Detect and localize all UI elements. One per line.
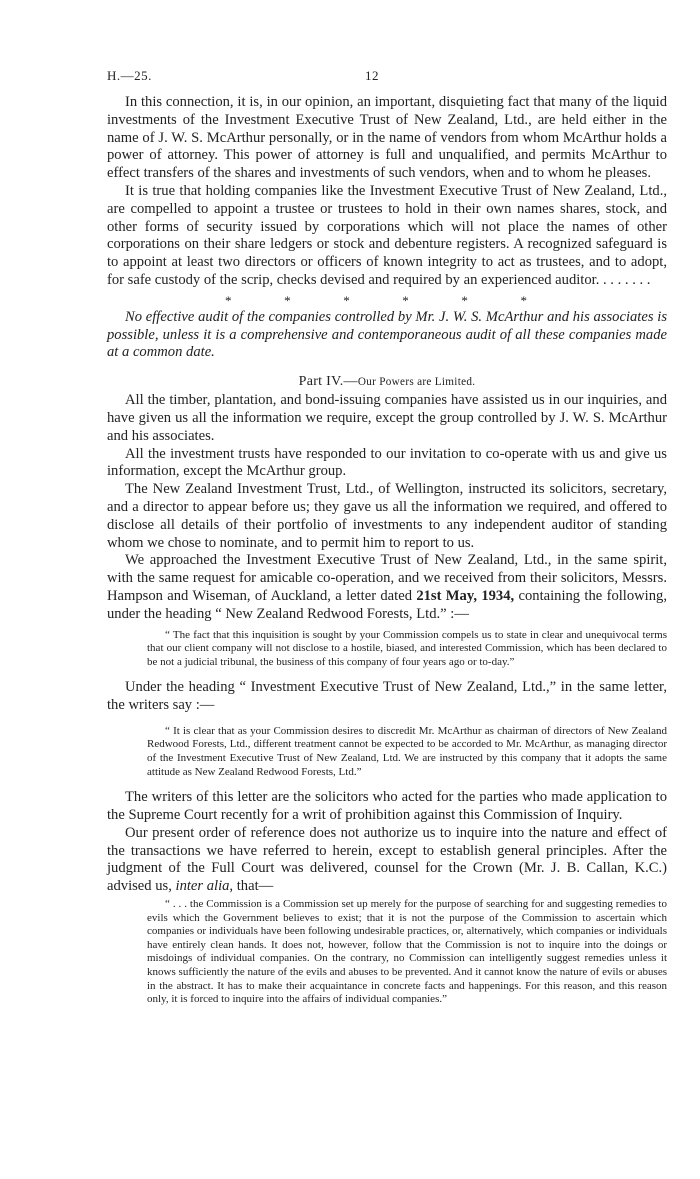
heading-part: Part IV.— xyxy=(298,374,358,390)
paragraph: The writers of this letter are the solicitors who acted for the parties who made application to the Supreme Court recently for a writ of prohibition against this Commission of Inquiry. xyxy=(107,789,667,824)
block-quote xyxy=(147,629,667,670)
quote-text: “ The fact that this inquisition is sought by your Commission compels us to state in clear and unequivocal terms that our client company will not disclose to a hostile, biased, and interested Commission, which has been declared to be not a judicial tribunal, the business of this company of four years ago or to-day.” xyxy=(147,628,667,668)
asterisk: * xyxy=(225,292,232,308)
section-break-asterisks xyxy=(107,292,527,309)
section-heading xyxy=(107,373,667,391)
block-quote xyxy=(147,898,667,1007)
paragraph xyxy=(107,552,667,623)
block-quote xyxy=(147,725,667,779)
paragraph-text: containing the following, under the heading “ New Zealand Redwood Forests, Ltd.” :— xyxy=(107,587,667,622)
paragraph xyxy=(107,825,667,896)
italic-paragraph: No effective audit of the companies controlled by Mr. J. W. S. McArthur and his associates is possible, unless it is a comprehensive and contemporaneous audit of all these companies made at a common date. xyxy=(107,308,667,361)
paragraph: All the timber, plantation, and bond-issuing companies have assisted us in our inquiries, and have given us all the information we require, except the group controlled by J. W. S. McArthur and his associates. xyxy=(107,392,667,444)
asterisk: * xyxy=(402,292,409,308)
paragraph: Under the heading “ Investment Executive Trust of New Zealand, Ltd.,” in the same letter, the writers say :— xyxy=(107,679,667,714)
paragraph-text: that— xyxy=(236,878,274,895)
quote-text: “ It is clear that as your Commission desires to discredit Mr. McArthur as chairman of directors of New Zealand Redwood Forests, Ltd., different treatment cannot be expected to be accorded to Mr. McArthur, as managing director of the Investment Executive Trust of New Zealand, Ltd. We are instructed by this company that it adopts the same attitude as New Zealand Redwood Forests, Ltd.” xyxy=(147,724,667,778)
paragraph: It is true that holding companies like the Investment Executive Trust of New Zealand, Ltd., are compelled to appoint a trustee or trustees to hold in their own names shares, stock, and other forms of security issued by corporations which will not place the names of other corporations on their share ledgers or stock and debenture registers. A recognized safeguard is to appoint at least two directors or officers of known integrity to act as trustees, and to adopt, for safe custody of the scrip, checks devised and required by an experienced auditor. . . . . . . . xyxy=(107,182,667,288)
asterisk: * xyxy=(343,292,350,308)
paragraph-text: We approached the Investment Executive Trust of New Zealand, Ltd., in the same spirit, with the same request for amicable co-operation, and we received from their solicitors, Messrs. Hampson and Wiseman, of Auckland, a letter dated xyxy=(107,552,667,604)
heading-title: Our Powers are Limited. xyxy=(357,376,476,389)
paragraph-text: Our present order of reference does not authorize us to inquire into the nature and effect of the transactions we have referred to herein, except to establish general principles. After the judgment of the Full Court was delivered, counsel for the Crown (Mr. J. B. Callan, K.C.) advised us, xyxy=(107,824,667,895)
page-number: 12 xyxy=(365,68,379,83)
paragraph: In this connection, it is, in our opinion, an important, disquieting fact that many of the liquid investments of the Investment Executive Trust of New Zealand, Ltd., are held either in the name of J. W. S. McArthur personally, or in the name of vendors from whom McArthur holds a power of attorney. This power of attorney is full and unqualified, and permits McArthur to effect transfers of the shares and investments of such vendors, when and to whom he pleases. xyxy=(107,94,667,182)
latin-phrase: inter alia, xyxy=(175,878,234,895)
asterisk: * xyxy=(461,292,468,308)
document-reference: H.—25. xyxy=(107,68,152,83)
page-header xyxy=(107,68,667,86)
asterisk: * xyxy=(284,292,291,308)
document-body xyxy=(107,94,667,1007)
quote-text: “ . . . the Commission is a Commission set up merely for the purpose of searching for and suggesting remedies to evils which the Government believes to exist; that it is not the purpose of the Commission to ascertain which companies or individuals have been following undesirable practices, or, alternatively, which companies or individuals have entirely clean hands. It does not, however, follow that the Commission is not to inquire into the doings or misdoings of individual companies. On the contrary, no Commission can intelligently suggest remedies unless it knows sufficiently the nature of the evils and abuses to be prevented. And it cannot know the nature of evils or abuses in the abstract. It has to make their acquaintance in concrete facts and happenings. For this reason, and this reason only, it is forced to inquire into the affairs of individual companies.” xyxy=(147,898,667,1006)
letter-date: 21st May, 1934, xyxy=(416,587,515,604)
paragraph: The New Zealand Investment Trust, Ltd., of Wellington, instructed its solicitors, secretary, and a director to appear before us; they gave us all the information we required, and offered to disclose all details of their portfolio of investments to any independent auditor of standing whom we chose to nominate, and to permit him to report to us. xyxy=(107,481,667,551)
paragraph: All the investment trusts have responded to our invitation to co-operate with us and give us information, except the McArthur group. xyxy=(107,445,667,480)
asterisk: * xyxy=(520,292,527,308)
